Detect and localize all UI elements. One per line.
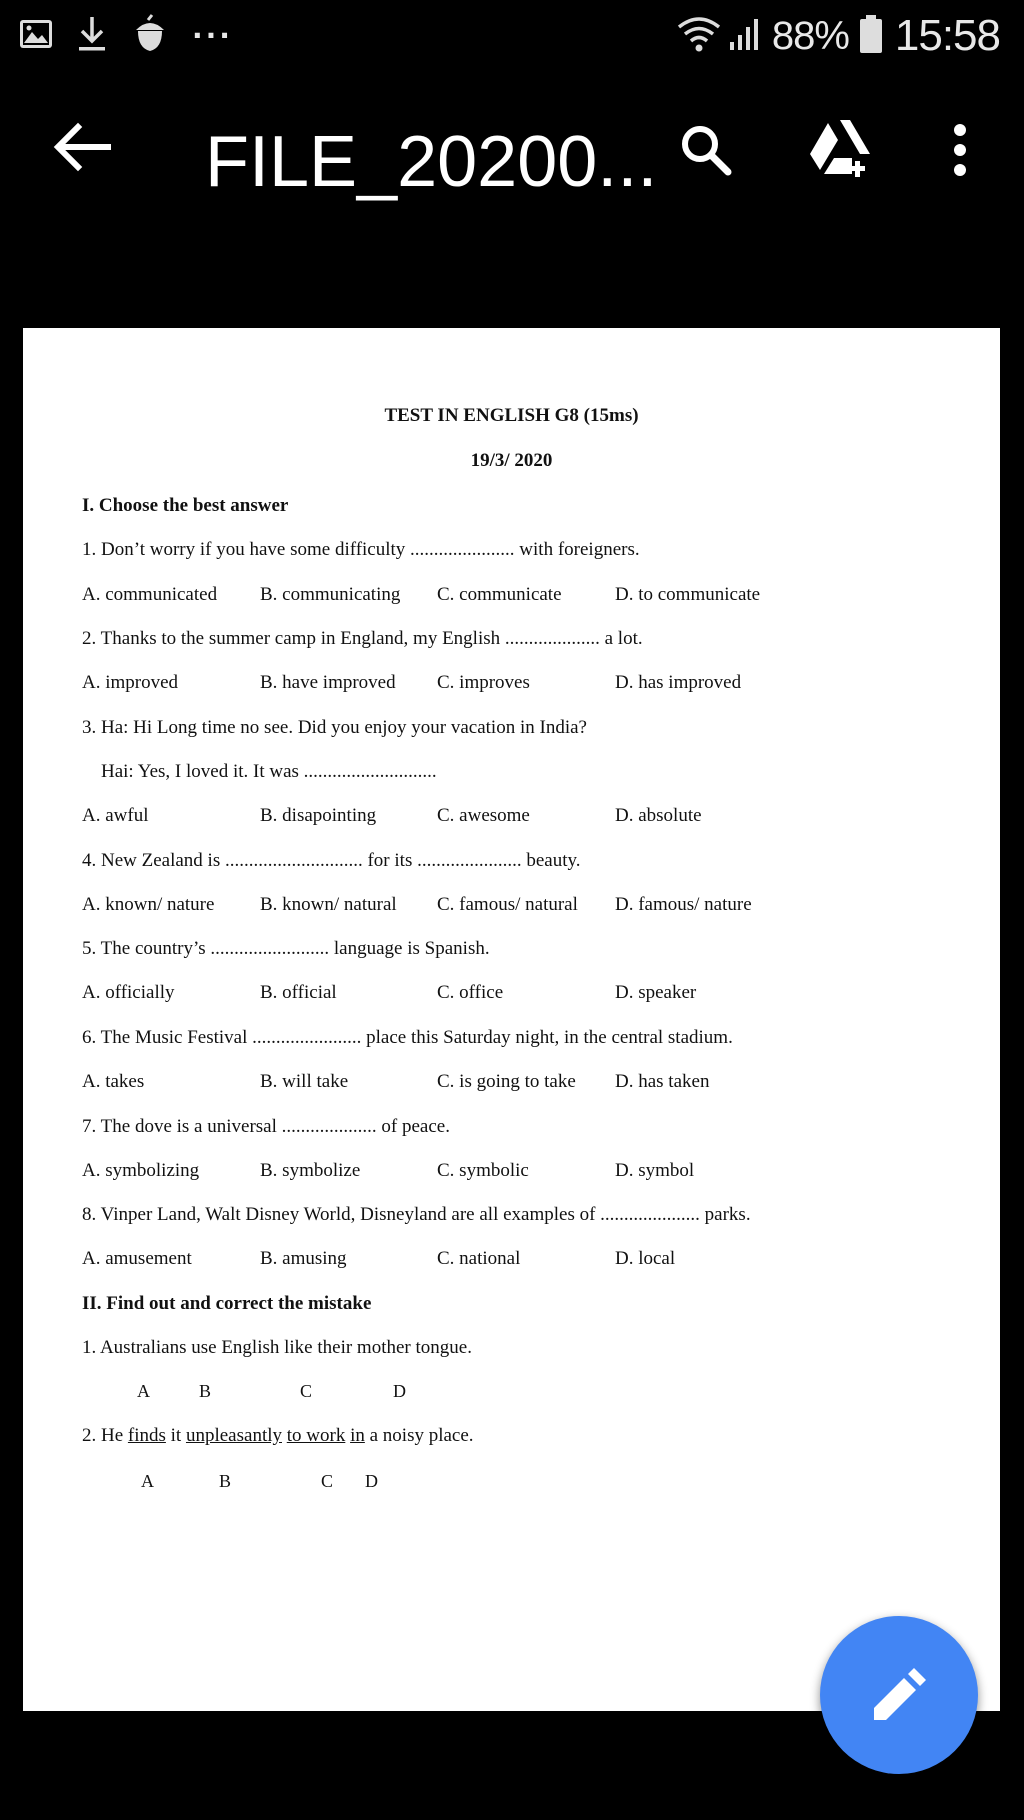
option-d: D. absolute [615,805,702,826]
option-c: C. awesome [437,805,530,826]
question-4: 4. New Zealand is ............................. for its ...................... beauty. [82,850,581,871]
option-c: C. symbolic [437,1160,529,1181]
letter-b: B [199,1381,212,1401]
question-1: 1. Don’t worry if you have some difficulty ...................... with foreigners. [82,539,640,560]
option-b: B. have improved [260,672,396,693]
battery-percent: 88% [771,13,849,58]
drive-add-icon[interactable] [808,118,874,180]
underlined-word-d: in [350,1425,365,1446]
item-2-text: a noisy place. [364,1425,474,1446]
wifi-icon [676,15,722,57]
gallery-icon [18,16,54,56]
more-notifications: ··· [192,19,233,52]
letter-a: A [137,1381,150,1401]
item-2-text: it [165,1425,186,1446]
search-icon[interactable] [678,122,734,178]
underlined-word-b: unpleasantly [185,1425,282,1446]
option-a: A. takes [82,1071,145,1092]
battery-icon [859,14,883,58]
edit-fab-button[interactable] [820,1616,978,1774]
option-b: B. communicating [260,584,401,605]
option-c: C. is going to take [437,1071,576,1092]
option-d: D. has taken [615,1071,710,1092]
option-b: B. official [260,982,337,1003]
question-3-reply: Hai: Yes, I loved it. It was ............................ [101,761,437,782]
document-content [23,328,1000,1711]
letter-c: C [300,1381,313,1401]
overflow-menu-icon[interactable] [946,122,974,178]
letter-d: D [393,1381,406,1401]
question-3: 3. Ha: Hi Long time no see. Did you enjoy your vacation in India? [82,717,587,738]
system-status [676,10,1000,62]
edit-pencil-icon [870,1666,928,1724]
option-c: C. communicate [437,584,562,605]
option-a: A. communicated [82,584,218,605]
doc-date: 19/3/ 2020 [470,450,553,471]
letter-a: A [141,1471,154,1491]
underlined-word-a: finds [127,1425,166,1446]
option-b: B. amusing [260,1248,347,1269]
option-a: A. symbolizing [82,1160,200,1181]
option-c: C. famous/ natural [437,894,578,915]
section-1-title: I. Choose the best answer [82,495,289,516]
option-b: B. will take [260,1071,349,1092]
question-5: 5. The country’s ......................... language is Spanish. [82,938,490,959]
option-b: B. symbolize [260,1160,361,1181]
option-d: D. speaker [615,982,697,1003]
letter-c: C [321,1471,334,1491]
back-arrow-icon[interactable] [52,122,112,172]
doc-heading: TEST IN ENGLISH G8 (15ms) [384,405,639,426]
option-d: D. symbol [615,1160,695,1181]
status-bar [0,0,1024,72]
option-d: D. local [615,1248,676,1269]
option-b: B. disapointing [260,805,377,826]
option-d: D. to communicate [615,584,761,605]
option-c: C. office [437,982,504,1003]
option-a: A. improved [82,672,179,693]
question-2: 2. Thanks to the summer camp in England, my English .................... a lot. [82,628,643,649]
question-6: 6. The Music Festival ....................... place this Saturday night, in the central stadium. [82,1027,733,1048]
underlined-word-c: to work [286,1425,346,1446]
download-icon [76,15,108,57]
section-2-title: II. Find out and correct the mistake [82,1293,372,1314]
option-c: C. improves [437,672,530,693]
notification-icons [18,14,255,58]
signal-icon [728,16,764,56]
mistake-item-2 [82,1425,474,1447]
option-d: D. famous/ nature [615,894,752,915]
option-a: A. amusement [82,1248,192,1269]
app-bar [0,72,1024,232]
option-b: B. known/ natural [260,894,397,915]
option-c: C. national [437,1248,521,1269]
option-d: D. has improved [615,672,742,693]
acorn-icon [130,14,170,58]
question-7: 7. The dove is a universal .................... of peace. [82,1116,450,1137]
mistake-item-1: 1. Australians use English like their mother tongue. [82,1337,472,1358]
document-page[interactable] [23,328,1000,1711]
option-a: A. awful [82,805,149,826]
file-title: FILE_20200... [205,122,658,202]
clock: 15:58 [894,11,1000,60]
option-a: A. known/ nature [82,894,215,915]
option-a: A. officially [82,982,175,1003]
item-2-text: 2. He [82,1425,128,1446]
letter-b: B [219,1471,232,1491]
question-8: 8. Vinper Land, Walt Disney World, Disneyland are all examples of ..................... parks. [82,1204,751,1225]
letter-d: D [365,1471,378,1491]
